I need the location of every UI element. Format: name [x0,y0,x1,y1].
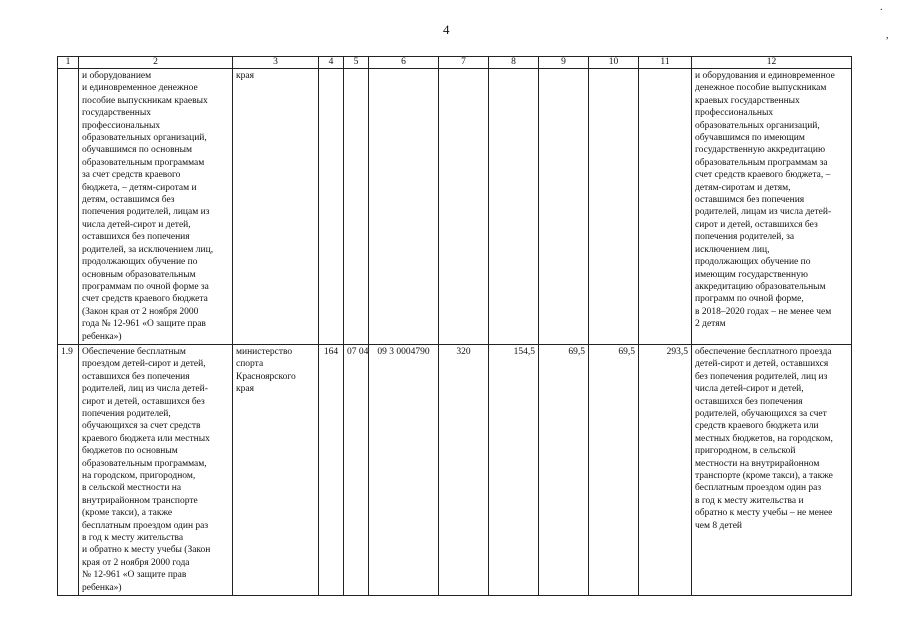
amount-total: 293,5 [639,344,692,595]
amount-year-1 [489,69,539,345]
table-row-continued [58,69,852,345]
responsible-body: министерство спорта Красноярского края [233,344,319,595]
target-article-code [369,69,439,345]
header-cell-1: 1 [58,57,79,69]
scan-speck: . [880,2,883,13]
header-cell-10: 10 [589,57,639,69]
measure-name: и оборудованием и единовременное денежное пособие выпускникам краевых государственных профессиональных образовательных организаций, обучавшимся по основным образовательным программам за счет средств краевого бюджета, – детям-сиротам и детям, оставшимся без попечения родителей, лицам из числа детей-сирот и детей, оставшихся без попечения родителей, за исключением лиц, продолжающих обучение по основным образовательным программам по очной форме за счет средств краевого бюджета (Закон края от 2 ноября 2000 года № 12-961 «О защите прав ребенка») [79,69,233,345]
header-cell-4: 4 [319,57,344,69]
amount-year-1: 154,5 [489,344,539,595]
amount-year-2 [539,69,589,345]
section-code [344,69,369,345]
header-cell-12: 12 [692,57,852,69]
header-cell-2: 2 [79,57,233,69]
table-row-1-9 [58,344,852,595]
header-cell-7: 7 [439,57,489,69]
header-cell-3: 3 [233,57,319,69]
expense-type-code [439,69,489,345]
header-cell-8: 8 [489,57,539,69]
header-cell-5: 5 [344,57,369,69]
section-code: 07 04 [344,344,369,595]
amount-year-3 [589,69,639,345]
scan-speck: , [886,30,889,41]
row-number: 1.9 [58,344,79,595]
header-cell-11: 11 [639,57,692,69]
measure-name: Обеспечение бесплатным проездом детей-сирот и детей, оставшихся без попечения родителей, лиц из числа детей- сирот и детей, оставшихся без попечения родителей, обучающихся за счет средств краевого бюджета или местных бюджетов по основным образовательным программам, на городском, пригородном, в сельской местности на внутрирайонном транспорте (кроме такси), а также бесплатным проездом один раз в год к месту жительства и обратно к месту учебы (Закон края от 2 ноября 2000 года № 12-961 «О защите прав ребенка») [79,344,233,595]
page-number: 4 [443,22,450,37]
amount-year-3: 69,5 [589,344,639,595]
budget-table [57,56,852,596]
amount-year-2: 69,5 [539,344,589,595]
header-row [58,57,852,69]
amount-total [639,69,692,345]
expected-result: и оборудования и единовременное денежное пособие выпускникам краевых государственных профессиональных образовательных организаций, обучавшимся по имеющим государственную аккредитацию образовательным программам за счет средств краевого бюджета, – детям-сиротам и детям, оставшимся без попечения родителей, лицам из числа детей- сирот и детей, оставшихся без попечения родителей, за исключением лиц, продолжающих обучение по имеющим государственную аккредитацию образовательным программ по очной форме, в 2018–2020 годах – не менее чем 2 детям [692,69,852,345]
responsible-body: края [233,69,319,345]
header-cell-6: 6 [369,57,439,69]
row-number [58,69,79,345]
grbs-code [319,69,344,345]
header-cell-9: 9 [539,57,589,69]
grbs-code: 164 [319,344,344,595]
expense-type-code: 320 [439,344,489,595]
target-article-code: 09 3 0004790 [369,344,439,595]
expected-result: обеспечение бесплатного проезда детей-сирот и детей, оставшихся без попечения родителей, лиц из числа детей-сирот и детей, оставшихся без попечения родителей, обучающихся за счет средств краевого бюджета или местных бюджетов, на городском, пригородном, в сельской местности на внутрирайонном транспорте (кроме такси), а также бесплатным проездом один раз в год к месту жительства и обратно к месту учебы – не менее чем 8 детей [692,344,852,595]
